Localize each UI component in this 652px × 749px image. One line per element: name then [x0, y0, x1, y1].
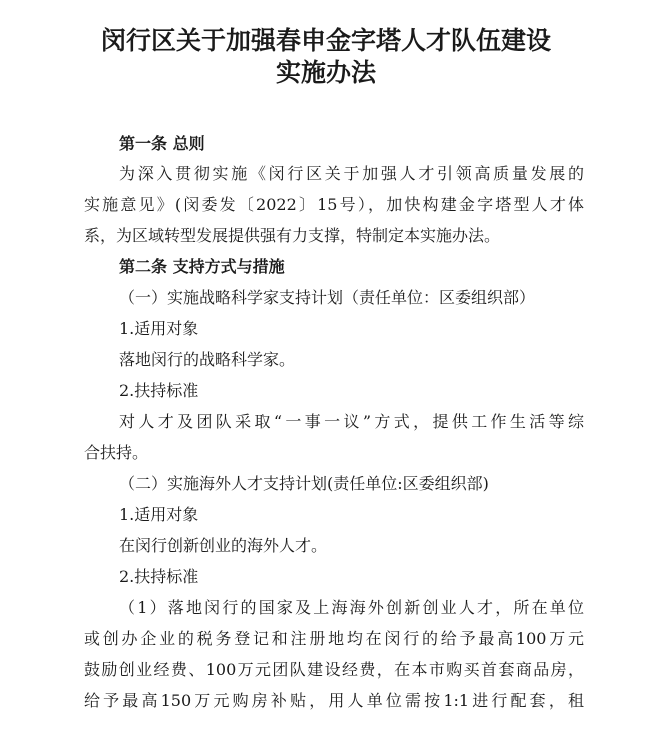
document-title-line-2: 实施办法 [275, 58, 376, 87]
paragraph-line: 实施意见》(闵委发〔2022〕15号），加快构建金字塔型人才体 [84, 195, 584, 214]
paragraph-line: 在闵行创新创业的海外人才。 [119, 536, 328, 555]
document-title-line-1: 闵行区关于加强春申金字塔人才队伍建设 [100, 26, 551, 55]
paragraph-line: 或创办企业的税务登记和注册地均在闵行的给予最高100万元 [84, 629, 584, 648]
paragraph-line: 系，为区域转型发展提供强有力支撑，特制定本实施办法。 [84, 226, 501, 245]
sub-section-heading: （二）实施海外人才支持计划(责任单位:区委组织部) [119, 474, 489, 493]
paragraph-line: 落地闵行的战略科学家。 [119, 350, 296, 369]
paragraph-line: （1）落地闵行的国家及上海海外创新创业人才，所在单位 [119, 598, 584, 617]
item-heading: 1.适用对象 [119, 319, 199, 338]
section-heading-article-1: 第一条 总则 [119, 134, 205, 153]
item-heading: 1.适用对象 [119, 505, 199, 524]
paragraph-line: 给予最高150万元购房补贴，用人单位需按1:1进行配套，租 [84, 691, 584, 710]
paragraph-line: 为深入贯彻实施《闵行区关于加强人才引领高质量发展的 [119, 164, 584, 183]
item-heading: 2.扶持标准 [119, 381, 199, 400]
paragraph-line: 鼓励创业经费、100万元团队建设经费，在本市购买首套商品房， [84, 660, 584, 679]
paragraph-line: 合扶持。 [84, 443, 149, 462]
sub-section-heading: （一）实施战略科学家支持计划（责任单位：区委组织部） [119, 288, 536, 307]
item-heading: 2.扶持标准 [119, 567, 199, 586]
paragraph-line: 对人才及团队采取“一事一议”方式，提供工作生活等综 [119, 412, 584, 431]
section-heading-article-2: 第二条 支持方式与措施 [119, 257, 285, 276]
